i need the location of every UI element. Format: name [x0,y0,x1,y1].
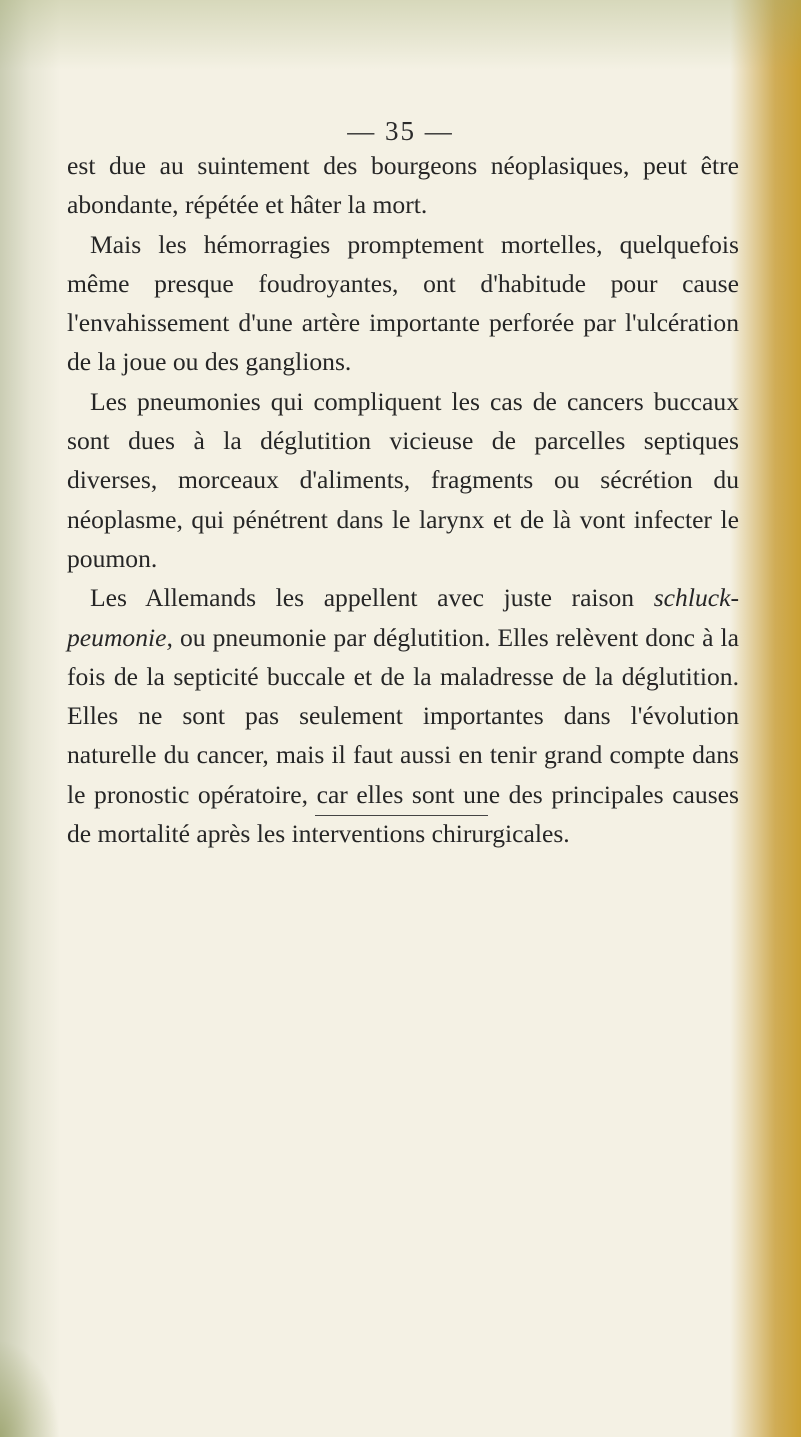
paragraph-4-rest: ou pneumonie par déglutition. Elles relèvent donc à la fois de la septicité buccale et de la maladresse de la déglutition. Elles ne sont pas seulement importantes dans l'évolution naturelle du cancer, mais il faut aussi en tenir grand compte dans le pronostic opératoire, car elles sont une des principales causes de mortalité après les interventions chirurgicales. [67,622,739,849]
paragraph-1: est due au suintement des bourgeons néoplasiques, peut être abondante, répétée et hâter la mort. [67,151,739,220]
body-text [67,146,739,853]
end-rule [315,815,488,816]
paragraph-4-italic-term: schluck-peumonie, [67,583,739,652]
paragraph-4-start: Les Allemands les appellent avec juste raison [90,583,654,613]
paragraph-4 [67,578,739,853]
page-stain-bottom-left [0,1340,60,1437]
paragraph-2: Mais les hémorragies promptement mortelles, quelquefois même presque foudroyantes, ont d'habitude pour cause l'envahissement d'une artère importante perforée par l'ulcération de la joue ou des ganglions. [67,229,739,377]
page-number: — 35 — [347,116,454,146]
page-stain-top [0,0,801,70]
paragraph-3: Les pneumonies qui compliquent les cas de cancers buccaux sont dues à la déglutition vicieuse de parcelles septiques diverses, morceaux d'aliments, fragments ou sécrétion du néoplasme, qui pénétrent dans le larynx et de là vont infecter le poumon. [67,386,739,573]
